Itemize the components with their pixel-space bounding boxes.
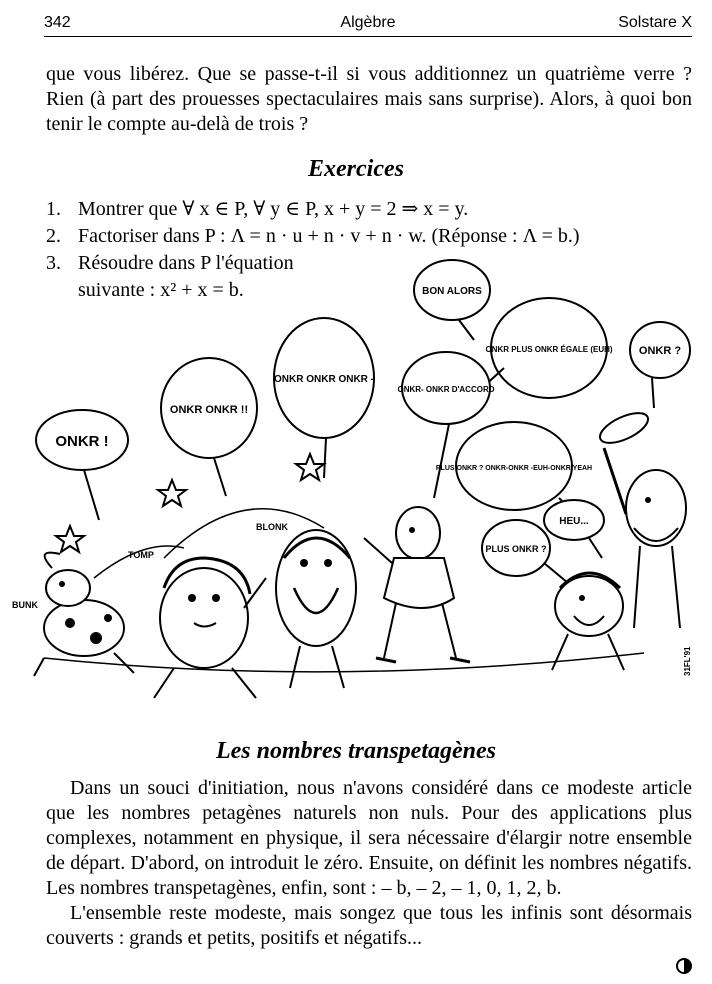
- bubble-text: HEU...: [559, 516, 589, 527]
- exercise-item: [46, 196, 706, 223]
- sound-effect: BUNK: [12, 600, 38, 610]
- bubble-text: ONKR ?: [638, 345, 682, 357]
- bubble-text: ONKR !: [55, 433, 109, 450]
- edition-name: Solstare X: [618, 14, 692, 31]
- speech-bubble: [36, 410, 128, 520]
- exercise-item: [46, 223, 706, 250]
- speech-bubble: [414, 260, 490, 340]
- exercise-text: Résoudre dans P l'équation: [78, 252, 294, 274]
- exercise-number: 3.: [46, 252, 61, 274]
- bubble-text: ONKR ONKR ONKR -: [274, 374, 374, 385]
- bald-figure: [364, 507, 470, 662]
- sound-effect: BLONK: [256, 522, 288, 532]
- intro-paragraph: que vous libérez. Que se passe-t-il si vous additionnez un quatrième verre ? Rien (à part des prouesses spectaculaires mais sans surprise). Alors, à quoi bon tenir le compte au-delà de trois ?: [46, 63, 692, 135]
- star-icon: [158, 480, 186, 506]
- speech-bubble: [630, 322, 690, 408]
- speech-bubble: [544, 500, 604, 558]
- exercise-text-cont: suivante : x² + x = b.: [78, 279, 244, 301]
- speech-bubble: [274, 318, 374, 478]
- exercises-title: Exercices: [308, 156, 404, 182]
- section-title: Les nombres transpetagènes: [215, 738, 496, 764]
- caveman-figure: [34, 553, 134, 676]
- paragraph: Dans un souci d'initiation, nous n'avons considéré dans ce modeste article que les nombres petagènes naturels non nuls. Pour des applications plus complexes, notamment en physique, il sera nécessaire d'élargir notre ensemble de départ. D'abord, on introduit le zéro. Ensuite, on définit les nombres négatifs. Les nombres transpetagènes, enfin, sont : – b, – 2, – 1, 0, 1, 2, b.: [46, 777, 692, 899]
- exercise-text: Factoriser dans P : Λ = n · u + n · v + n · w. (Réponse : Λ = b.): [78, 225, 580, 247]
- running-header: [44, 14, 692, 37]
- paragraph: L'ensemble reste modeste, mais songez que tous les infinis sont désormais couverts : grands et petits, positifs et négatifs...: [46, 902, 692, 949]
- page-number: 342: [44, 14, 71, 31]
- bubble-text: PLUS ONKR ?: [485, 544, 547, 554]
- bubble-text: ONKR PLUS ONKR ÉGALE (EUH): [485, 345, 613, 354]
- section-body: [46, 776, 692, 951]
- bubble-text: BON ALORS: [422, 286, 482, 297]
- caveman-figure: [154, 558, 266, 698]
- exercise-number: 2.: [46, 225, 61, 247]
- section-name: Algèbre: [340, 14, 396, 31]
- speech-bubble: [482, 298, 613, 398]
- exercise-number: 1.: [46, 198, 61, 220]
- end-of-article-icon: [676, 957, 692, 975]
- caveman-figure: [552, 573, 624, 670]
- bubble-text: PLUS ONKR ? ONKR-ONKR -EUH-ONKR YEAH: [435, 465, 593, 472]
- speech-bubble: [161, 358, 257, 496]
- artist-signature: 31FL'91: [683, 646, 692, 676]
- star-icon: [56, 526, 84, 552]
- cartoon-illustration: [4, 258, 710, 716]
- star-icon: [296, 454, 324, 480]
- exercise-text: Montrer que ∀ x ∈ P, ∀ y ∈ P, x + y = 2 ⇒ x = y.: [78, 198, 469, 220]
- sound-effect: TOMP: [128, 550, 154, 560]
- bubble-text: ONKR- ONKR D'ACCORD: [397, 385, 495, 394]
- caveman-figure: [276, 530, 356, 688]
- bubble-text: ONKR ONKR !!: [169, 404, 249, 416]
